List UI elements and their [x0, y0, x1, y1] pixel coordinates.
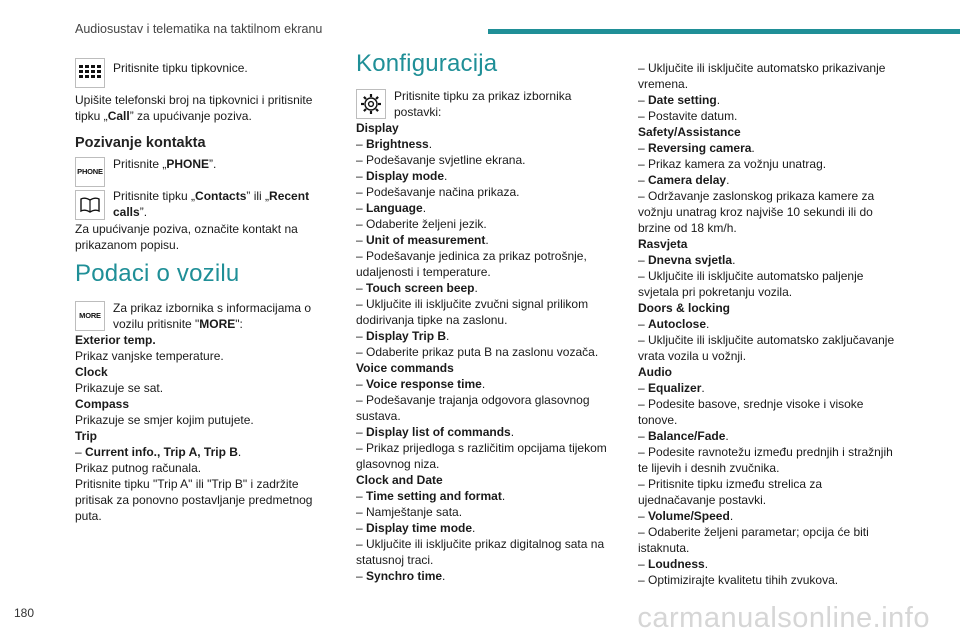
settings-gear-icon	[356, 89, 386, 119]
watermark: carmanualsonline.info	[637, 602, 930, 634]
contact-select-text: Za upućivanje poziva, označite kontakt na prikazanom popisu.	[75, 222, 298, 252]
settings-list-continued: – Uključite ili isključite automatsko prikazivanje vremena. – Date setting. – Postavite datum. Safety/Assistance – Reversing camera. – Prikaz kamera za vožnju unatrag. – Camera delay. – Održavanje zaslonskog prikaza kamere za vožnju unatrag kroz najviše 10 sekundi ili do brzine od 18 km/h. Rasvjeta – Dnevna svjetla. – Uključite ili isključite automatsko paljenje svjetala pri pokretanju vozila. Doors & locking – Autoclose. – Uključite ili isključite automatsko zaključavanje vrata vozila u vožnji. Audio – Equalizer. – Podesite basove, srednje visoke i visoke tonove. – Balance/Fade. – Podesite ravnotežu između prednjih i stražnjih te lijevih i desnih zvučnika. – Pritisnite tipku između strelica za ujednačavanje postavki. – Volume/Speed. – Odaberite željeni parametar; opcija će biti istaknuta. – Loudness. – Optimizirajte kvalitetu tihih zvukova.	[638, 61, 895, 587]
header-accent-bar	[488, 29, 960, 34]
more-icon: MORE	[75, 301, 105, 331]
vehicle-info-list: Exterior temp. Prikaz vanjske temperature. Clock Prikazuje se sat. Compass Prikazuje se smjer kojim putujete. Trip – Current info., Trip A, Trip B. Prikaz putnog računala. Pritisnite tipku "Trip A" ili "Trip B" i zadržite pritisak za ponovno postavljanje predmetnog puta.	[75, 333, 313, 523]
more-instruction: Za prikaz izbornika s informacijama o vozilu pritisnite "MORE":	[113, 301, 312, 331]
page-number: 180	[14, 606, 35, 620]
keyboard-icon	[75, 58, 105, 88]
phone-instruction: Pritisnite „PHONE”.	[113, 157, 217, 171]
settings-instruction: Pritisnite tipku za prikaz izbornika postavki:	[394, 89, 572, 119]
keyboard-instruction: Pritisnite tipku tipkovnice.	[113, 61, 248, 75]
contacts-instruction: Pritisnite tipku „Contacts” ili „Recent calls”.	[113, 189, 310, 219]
heading-pozivanje-kontakta: Pozivanje kontakta	[75, 135, 206, 151]
settings-list: Display – Brightness. – Podešavanje svjetline ekrana. – Display mode. – Podešavanje načina prikaza. – Language. – Odaberite željeni jezik. – Unit of measurement. – Podešavanje jedinica za prikaz potrošnje, udaljenosti i temperature. – Touch screen beep. – Uključite ili isključite zvučni signal prilikom dodirivanja tipke na zaslonu. – Display Trip B. – Odaberite prikaz puta B na zaslonu vozača. Voice commands – Voice response time. – Podešavanje trajanja odgovora glasovnog sustava. – Display list of commands. – Prikaz prijedloga s različitim opcijama tijekom glasovnog niza. Clock and Date – Time setting and format. – Namještanje sata. – Display time mode. – Uključite ili isključite prikaz digitalnog sata na statusnoj traci. – Synchro time.	[356, 121, 607, 583]
page-header-title: Audiosustav i telematika na taktilnom ekranu	[75, 22, 323, 36]
contacts-book-icon	[75, 190, 105, 220]
heading-konfiguracija: Konfiguracija	[356, 50, 498, 77]
phone-icon: PHONE	[75, 157, 105, 187]
heading-podaci-o-vozilu: Podaci o vozilu	[75, 260, 240, 287]
dial-instruction: Upišite telefonski broj na tipkovnici i pritisnite tipku „Call” za upućivanje poziva.	[75, 93, 313, 123]
